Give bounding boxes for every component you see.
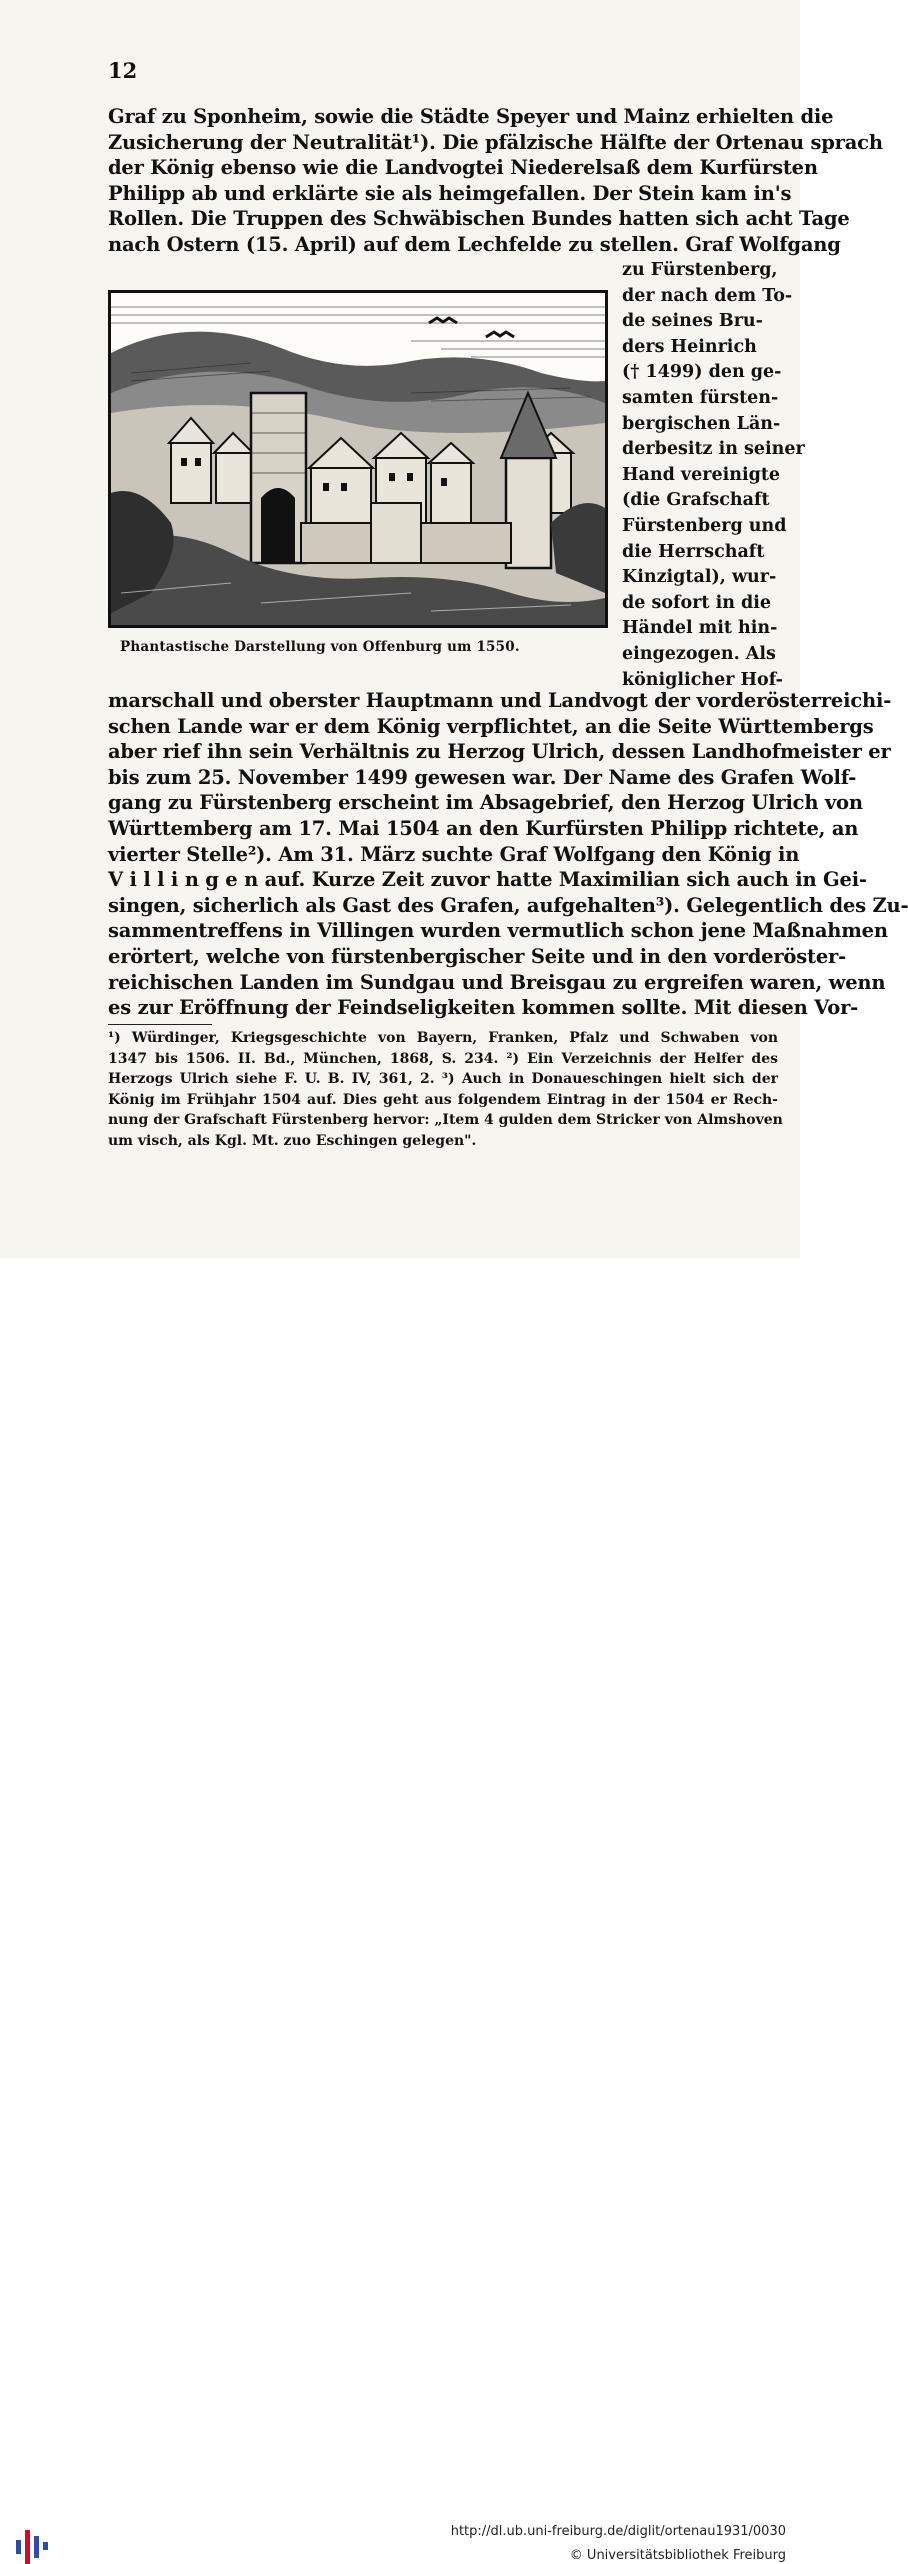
viewer-footer [0, 1258, 800, 2563]
text-line: der König ebenso wie die Landvogtei Niederelsaß dem Kurfürsten [108, 156, 818, 180]
paragraph-top [108, 104, 883, 258]
text-line: aber rief ihn sein Verhältnis zu Herzog Ulrich, dessen Landhofmeister er [108, 740, 891, 764]
text-line: bergischen Län- [622, 413, 781, 434]
text-line: zu Fürstenberg, [622, 260, 778, 280]
page-number: 12 [108, 58, 138, 83]
book-page [0, 0, 908, 1258]
footnote-line: Herzogs Ulrich siehe F. U. B. IV, 361, 2. ³) Auch in Donaueschingen hielt sich der [108, 1071, 778, 1087]
right-column-text [622, 258, 805, 693]
text-line: de seines Bru- [622, 311, 763, 332]
figure-caption: Phantastische Darstellung von Offenburg um 1550. [120, 639, 520, 655]
text-line: Kinzigtal), wur- [622, 567, 777, 588]
footnote-line: 1347 bis 1506. II. Bd., München, 1868, S. 234. ²) Ein Verzeichnis der Helfer des [108, 1050, 778, 1067]
text-line: Händel mit hin- [622, 618, 778, 639]
text-line: (die Grafschaft [622, 490, 770, 511]
text-line: Philipp ab und erklärte sie als heimgefallen. Der Stein kam in's [108, 181, 792, 205]
text-line: die Herrschaft [622, 541, 765, 562]
text-line: erörtert, welche von fürstenbergischer Seite und in den vorderöster- [108, 944, 846, 968]
text-line: vierter Stelle²). Am 31. März suchte Graf Wolfgang den König in [108, 842, 800, 866]
text-line: bis zum 25. November 1499 gewesen war. Der Name des Grafen Wolf- [108, 765, 857, 789]
text-line: derbesitz in seiner [622, 439, 805, 460]
text-line: Zusicherung der Neutralität¹). Die pfälzische Hälfte der Ortenau sprach [108, 130, 883, 154]
footnote-line: um visch, als Kgl. Mt. zuo Eschingen gelegen". [108, 1132, 477, 1149]
text-line: es zur Eröffnung der Feindseligkeiten kommen sollte. Mit diesen Vor- [108, 996, 859, 1020]
text-line: königlicher Hof- [622, 669, 783, 690]
text-line: singen, sicherlich als Gast des Grafen, aufgehalten³). Gelegentlich des Zu- [108, 893, 908, 917]
permalink-url[interactable]: http://dl.ub.uni-freiburg.de/diglit/ortenau1931/0030 [450, 2524, 786, 2539]
text-line: († 1499) den ge- [622, 362, 782, 383]
footnote-divider [108, 1024, 212, 1025]
text-line: ders Heinrich [622, 336, 757, 357]
footnote-line: nung der Grafschaft Fürstenberg hervor: „Item 4 gulden dem Stricker von Almshoven [108, 1112, 783, 1128]
text-line: Rollen. Die Truppen des Schwäbischen Bundes hatten sich acht Tage [108, 207, 850, 231]
footnote-line: König im Frühjahr 1504 auf. Dies geht aus folgendem Eintrag in der 1504 er Rech- [108, 1091, 778, 1108]
offenburg-woodcut-image [111, 293, 605, 625]
text-line: nach Ostern (15. April) auf dem Lechfelde zu stellen. Graf Wolfgang [108, 232, 841, 256]
footnote-line: ¹) Würdinger, Kriegsgeschichte von Bayern, Franken, Pfalz und Schwaben von [108, 1030, 778, 1046]
text-line: V i l l i n g e n auf. Kurze Zeit zuvor hatte Maximilian sich auch in Gei- [108, 868, 867, 892]
text-line: sammentreffens in Villingen wurden vermutlich schon jene Maßnahmen [108, 919, 888, 943]
woodcut-illustration [108, 290, 608, 628]
footnotes [108, 1028, 783, 1151]
text-line: eingezogen. Als [622, 643, 776, 664]
text-line: Graf zu Sponheim, sowie die Städte Speyer und Mainz erhielten die [108, 105, 834, 128]
copyright-notice: © Universitätsbibliothek Freiburg [569, 2548, 786, 2563]
text-line: reichischen Landen im Sundgau und Breisgau zu ergreifen waren, wenn [108, 970, 886, 994]
text-line: Hand vereinigte [622, 464, 781, 485]
text-line: Württemberg am 17. Mai 1504 an den Kurfürsten Philipp richtete, an [108, 816, 859, 840]
text-line: gang zu Fürstenberg erscheint im Absagebrief, den Herzog Ulrich von [108, 791, 863, 815]
paragraph-bottom [108, 688, 908, 1021]
text-line: samten fürsten- [622, 387, 779, 408]
text-line: Fürstenberg und [622, 515, 787, 536]
text-line: schen Lande war er dem König verpflichtet, an die Seite Württembergs [108, 714, 874, 738]
ub-freiburg-logo-icon[interactable] [14, 2524, 48, 2564]
text-line: de sofort in die [622, 592, 772, 613]
text-line: marschall und oberster Hauptmann und Landvogt der vorderösterreichi- [108, 689, 892, 712]
text-line: der nach dem To- [622, 285, 793, 306]
